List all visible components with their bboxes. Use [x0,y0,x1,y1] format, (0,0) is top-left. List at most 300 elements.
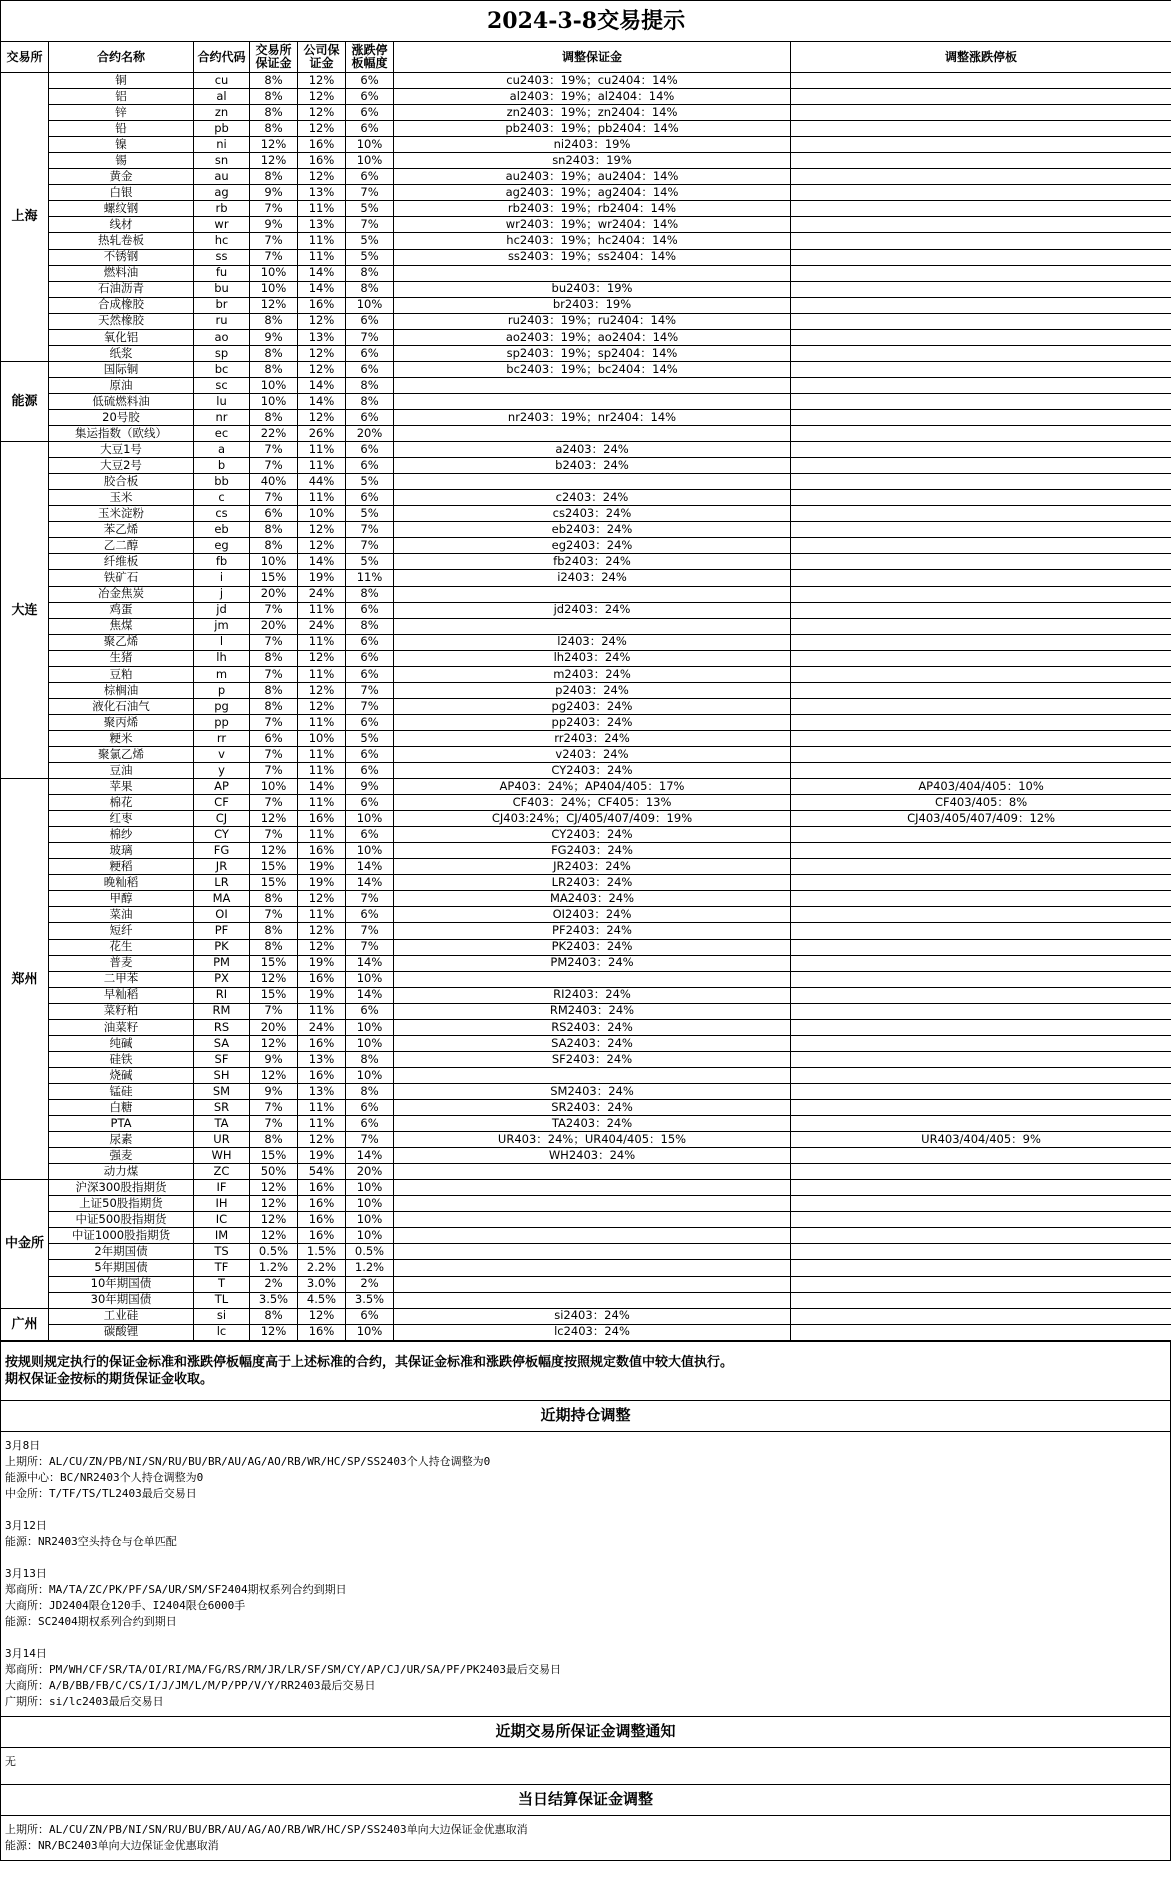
price-limit-cell: 10% [346,1180,394,1196]
contract-name-cell: 原油 [49,377,194,393]
exchange-margin-cell: 8% [250,361,298,377]
adjust-limit-cell [791,73,1171,89]
exchange-margin-cell: 20% [250,586,298,602]
company-margin-cell: 12% [298,121,346,137]
price-limit-cell: 6% [346,763,394,779]
adjust-limit-cell [791,1100,1171,1116]
adjust-margin-cell: LR2403：24% [394,875,791,891]
adjust-limit-cell [791,474,1171,490]
contract-name-cell: 燃料油 [49,265,194,281]
adjust-margin-cell: PK2403：24% [394,939,791,955]
contract-name-cell: 铁矿石 [49,570,194,586]
position-line: 大商所：JD2404限仓120手、I2404限仓6000手 [5,1598,246,1612]
price-limit-cell: 6% [346,907,394,923]
price-limit-cell: 6% [346,409,394,425]
company-margin-cell: 12% [298,698,346,714]
contract-name-cell: 鸡蛋 [49,602,194,618]
contract-code-cell: si [194,1308,250,1324]
contract-row [1,923,1171,939]
company-margin-cell: 14% [298,393,346,409]
contract-row [1,843,1171,859]
contract-name-cell: PTA [49,1116,194,1132]
adjust-margin-cell [394,971,791,987]
adjust-margin-cell [394,1180,791,1196]
contract-code-cell: ZC [194,1164,250,1180]
exchange-margin-cell: 8% [250,1132,298,1148]
price-limit-cell: 6% [346,89,394,105]
company-margin-cell: 26% [298,426,346,442]
contract-row [1,650,1171,666]
contract-code-cell: wr [194,217,250,233]
price-limit-cell: 6% [346,1308,394,1324]
company-margin-cell: 16% [298,1228,346,1244]
company-margin-cell: 12% [298,682,346,698]
adjust-margin-cell: FG2403：24% [394,843,791,859]
adjust-limit-cell [791,714,1171,730]
adjust-margin-cell: fb2403：24% [394,554,791,570]
contract-row [1,1003,1171,1019]
contract-name-cell: 白糖 [49,1100,194,1116]
price-limit-cell: 6% [346,345,394,361]
position-line: 3月12日 [5,1518,47,1532]
contract-code-cell: y [194,763,250,779]
exchange-margin-cell: 8% [250,73,298,89]
contract-code-cell: pg [194,698,250,714]
contract-name-cell: 棉花 [49,795,194,811]
exchange-margin-cell: 15% [250,1148,298,1164]
contract-row [1,89,1171,105]
price-limit-cell: 10% [346,971,394,987]
contract-row [1,1100,1171,1116]
contract-row [1,329,1171,345]
contract-row [1,634,1171,650]
contract-code-cell: JR [194,859,250,875]
company-margin-cell: 11% [298,763,346,779]
company-margin-cell: 11% [298,666,346,682]
adjust-margin-cell: m2403：24% [394,666,791,682]
contract-row [1,522,1171,538]
adjust-margin-cell: zn2403：19%；zn2404：14% [394,105,791,121]
contract-code-cell: CJ [194,811,250,827]
contract-row [1,73,1171,89]
adjust-margin-cell: SF2403：24% [394,1051,791,1067]
exchange-margin-cell: 12% [250,811,298,827]
exchange-margin-cell: 7% [250,442,298,458]
adjust-margin-cell: eg2403：24% [394,538,791,554]
exchange-margin-cell: 6% [250,730,298,746]
adjust-limit-cell [791,1324,1171,1340]
contract-code-cell: m [194,666,250,682]
settlement-line: 能源：NR/BC2403单向大边保证金优惠取消 [5,1838,219,1852]
contract-name-cell: 短纤 [49,923,194,939]
adjust-margin-cell: SA2403：24% [394,1035,791,1051]
price-limit-cell: 6% [346,666,394,682]
contract-name-cell: 大豆2号 [49,458,194,474]
adjust-margin-cell: br2403：19% [394,297,791,313]
contract-name-cell: 胶合板 [49,474,194,490]
adjust-limit-cell [791,1148,1171,1164]
company-margin-cell: 19% [298,987,346,1003]
exchange-margin-cell: 10% [250,779,298,795]
company-margin-cell: 11% [298,746,346,762]
adjust-margin-cell: RM2403：24% [394,1003,791,1019]
price-limit-cell: 10% [346,1067,394,1083]
contract-code-cell: TS [194,1244,250,1260]
contract-row [1,137,1171,153]
contract-row [1,1019,1171,1035]
contract-name-cell: 聚丙烯 [49,714,194,730]
adjust-margin-cell: UR403：24%；UR404/405：15% [394,1132,791,1148]
adjust-limit-cell [791,1164,1171,1180]
exchange-margin-cell: 1.2% [250,1260,298,1276]
contract-code-cell: MA [194,891,250,907]
contract-row [1,377,1171,393]
company-margin-cell: 19% [298,875,346,891]
contract-code-cell: p [194,682,250,698]
adjust-limit-cell [791,121,1171,137]
position-line: 郑商所：MA/TA/ZC/PK/PF/SA/UR/SM/SF2404期权系列合约到期日 [5,1582,347,1596]
contract-name-cell: 晚籼稻 [49,875,194,891]
adjust-limit-cell [791,1083,1171,1099]
contract-row [1,1083,1171,1099]
position-line: 广期所：si/lc2403最后交易日 [5,1694,164,1708]
adjust-limit-cell [791,1196,1171,1212]
price-limit-cell: 10% [346,1324,394,1340]
contract-row [1,891,1171,907]
exchange-margin-cell: 2% [250,1276,298,1292]
exchange-margin-cell: 8% [250,939,298,955]
contract-code-cell: ec [194,426,250,442]
adjust-limit-cell [791,377,1171,393]
exchange-margin-cell: 15% [250,987,298,1003]
adjust-margin-cell [394,1196,791,1212]
company-margin-cell: 10% [298,506,346,522]
exchange-name: 上海 [1,73,49,362]
adjust-limit-cell [791,1260,1171,1276]
adjust-margin-cell [394,1228,791,1244]
exchange-margin-cell: 8% [250,522,298,538]
adjust-margin-cell: TA2403：24% [394,1116,791,1132]
contract-row [1,185,1171,201]
adjust-margin-cell: c2403：24% [394,490,791,506]
price-limit-cell: 6% [346,105,394,121]
company-margin-cell: 11% [298,1100,346,1116]
contract-code-cell: sp [194,345,250,361]
contract-row [1,474,1171,490]
contract-code-cell: RS [194,1019,250,1035]
contract-code-cell: PK [194,939,250,955]
contract-name-cell: 生猪 [49,650,194,666]
price-limit-cell: 6% [346,746,394,762]
adjust-limit-cell [791,409,1171,425]
contract-code-cell: ao [194,329,250,345]
company-margin-cell: 3.0% [298,1276,346,1292]
company-margin-cell: 16% [298,1212,346,1228]
company-margin-cell: 14% [298,265,346,281]
contract-code-cell: IH [194,1196,250,1212]
contract-code-cell: zn [194,105,250,121]
adjust-limit-cell [791,1212,1171,1228]
adjust-margin-cell: b2403：24% [394,458,791,474]
exchange-margin-cell: 8% [250,698,298,714]
exchange-margin-cell: 8% [250,1308,298,1324]
contract-name-cell: 线材 [49,217,194,233]
contract-row [1,169,1171,185]
adjust-limit-cell [791,1116,1171,1132]
contract-code-cell: OI [194,907,250,923]
contract-name-cell: 普麦 [49,955,194,971]
adjust-limit-cell [791,971,1171,987]
price-limit-cell: 8% [346,377,394,393]
contract-name-cell: 棕榈油 [49,682,194,698]
price-limit-cell: 8% [346,618,394,634]
company-margin-cell: 11% [298,490,346,506]
adjust-margin-cell [394,1292,791,1308]
position-line: 上期所：AL/CU/ZN/PB/NI/SN/RU/BU/BR/AU/AG/AO/RB/WR/HC/SP/SS2403个人持仓调整为0 [5,1454,491,1468]
adjust-margin-cell: al2403：19%；al2404：14% [394,89,791,105]
contract-name-cell: 20号胶 [49,409,194,425]
contract-row [1,217,1171,233]
price-limit-cell: 8% [346,586,394,602]
contract-code-cell: ni [194,137,250,153]
contract-code-cell: TL [194,1292,250,1308]
col-header-limit: 涨跌停板幅度 [346,42,394,73]
adjust-limit-cell [791,955,1171,971]
contract-code-cell: pp [194,714,250,730]
adjust-margin-cell: hc2403：19%；hc2404：14% [394,233,791,249]
contract-row [1,458,1171,474]
price-limit-cell: 8% [346,393,394,409]
company-margin-cell: 11% [298,442,346,458]
contract-row [1,1324,1171,1340]
price-limit-cell: 6% [346,602,394,618]
position-line: 中金所：T/TF/TS/TL2403最后交易日 [5,1486,197,1500]
position-adjust-block [1,1431,1171,1716]
company-margin-cell: 24% [298,586,346,602]
contract-code-cell: bu [194,281,250,297]
adjust-margin-cell: RS2403：24% [394,1019,791,1035]
contract-row [1,153,1171,169]
adjust-margin-cell [394,474,791,490]
adjust-limit-cell [791,185,1171,201]
adjust-limit-cell: CF403/405：8% [791,795,1171,811]
exchange-name: 中金所 [1,1180,49,1308]
col-header-adjust-limit: 调整涨跌停板 [791,42,1171,73]
price-limit-cell: 7% [346,923,394,939]
contract-code-cell: UR [194,1132,250,1148]
exchange-margin-cell: 40% [250,474,298,490]
adjust-margin-cell [394,265,791,281]
exchange-margin-cell: 10% [250,265,298,281]
contract-name-cell: 纸浆 [49,345,194,361]
contract-name-cell: 苯乙烯 [49,522,194,538]
company-margin-cell: 12% [298,538,346,554]
contract-row [1,602,1171,618]
contract-code-cell: cu [194,73,250,89]
price-limit-cell: 6% [346,490,394,506]
adjust-margin-cell: cu2403：19%；cu2404：14% [394,73,791,89]
price-limit-cell: 10% [346,1212,394,1228]
contract-name-cell: 豆粕 [49,666,194,682]
adjust-margin-cell: JR2403：24% [394,859,791,875]
adjust-limit-cell [791,105,1171,121]
price-limit-cell: 7% [346,522,394,538]
price-limit-cell: 6% [346,73,394,89]
company-margin-cell: 11% [298,458,346,474]
adjust-margin-cell: ni2403：19% [394,137,791,153]
contract-name-cell: 铜 [49,73,194,89]
exchange-margin-cell: 15% [250,955,298,971]
contract-code-cell: SH [194,1067,250,1083]
company-margin-cell: 16% [298,1180,346,1196]
price-limit-cell: 7% [346,217,394,233]
exchange-margin-cell: 12% [250,1180,298,1196]
price-limit-cell: 5% [346,506,394,522]
exchange-margin-cell: 12% [250,971,298,987]
adjust-limit-cell [791,265,1171,281]
contract-row [1,201,1171,217]
exchange-margin-cell: 7% [250,602,298,618]
contract-name-cell: 大豆1号 [49,442,194,458]
contract-name-cell: 聚乙烯 [49,634,194,650]
adjust-margin-cell: SM2403：24% [394,1083,791,1099]
company-margin-cell: 16% [298,137,346,153]
contract-code-cell: lh [194,650,250,666]
adjust-limit-cell [791,907,1171,923]
company-margin-cell: 11% [298,714,346,730]
adjust-limit-cell [791,297,1171,313]
contract-name-cell: 棉纱 [49,827,194,843]
adjust-margin-cell: CY2403：24% [394,763,791,779]
price-limit-cell: 7% [346,682,394,698]
company-margin-cell: 12% [298,89,346,105]
contract-row [1,730,1171,746]
contract-name-cell: 合成橡胶 [49,297,194,313]
company-margin-cell: 12% [298,939,346,955]
contract-code-cell: rr [194,730,250,746]
contract-row [1,859,1171,875]
company-margin-cell: 11% [298,907,346,923]
settlement-line: 上期所：AL/CU/ZN/PB/NI/SN/RU/BU/BR/AU/AG/AO/RB/WR/HC/SP/SS2403单向大边保证金优惠取消 [5,1822,528,1836]
exchange-margin-cell: 8% [250,169,298,185]
contract-code-cell: jd [194,602,250,618]
adjust-limit-cell [791,329,1171,345]
contract-name-cell: 菜籽粕 [49,1003,194,1019]
position-line: 3月8日 [5,1438,41,1452]
adjust-limit-cell: CJ403/405/407/409：12% [791,811,1171,827]
company-margin-cell: 19% [298,859,346,875]
adjust-margin-cell: CY2403：24% [394,827,791,843]
price-limit-cell: 20% [346,426,394,442]
adjust-margin-cell [394,1260,791,1276]
contract-code-cell: PX [194,971,250,987]
contract-code-cell: cs [194,506,250,522]
exchange-margin-cell: 9% [250,217,298,233]
adjust-margin-cell: a2403：24% [394,442,791,458]
col-header-adjust-margin: 调整保证金 [394,42,791,73]
company-margin-cell: 12% [298,1308,346,1324]
contract-row [1,233,1171,249]
adjust-limit-cell [791,201,1171,217]
contract-name-cell: 国际铜 [49,361,194,377]
exchange-margin-cell: 7% [250,458,298,474]
contract-code-cell: lc [194,1324,250,1340]
contract-name-cell: 工业硅 [49,1308,194,1324]
price-limit-cell: 8% [346,281,394,297]
company-margin-cell: 11% [298,249,346,265]
adjust-limit-cell [791,458,1171,474]
contract-name-cell: 二甲苯 [49,971,194,987]
contract-code-cell: j [194,586,250,602]
company-margin-cell: 12% [298,650,346,666]
company-margin-cell: 24% [298,618,346,634]
exchange-margin-cell: 10% [250,393,298,409]
price-limit-cell: 9% [346,779,394,795]
company-margin-cell: 44% [298,474,346,490]
adjust-limit-cell [791,730,1171,746]
contract-name-cell: 玻璃 [49,843,194,859]
contract-code-cell: LR [194,875,250,891]
exchange-margin-cell: 15% [250,875,298,891]
adjust-limit-cell [791,345,1171,361]
exchange-notice-text: 无 [5,1754,16,1768]
exchange-margin-cell: 12% [250,843,298,859]
contract-row [1,1260,1171,1276]
price-limit-cell: 6% [346,121,394,137]
exchange-margin-cell: 9% [250,329,298,345]
contract-name-cell: 锡 [49,153,194,169]
exchange-margin-cell: 8% [250,345,298,361]
adjust-limit-cell [791,153,1171,169]
adjust-margin-cell: rb2403：19%；rb2404：14% [394,201,791,217]
position-line: 能源：NR2403空头持仓与仓单匹配 [5,1534,177,1548]
col-header-exchange-margin: 交易所保证金 [250,42,298,73]
adjust-margin-cell: nr2403：19%；nr2404：14% [394,409,791,425]
company-margin-cell: 11% [298,1116,346,1132]
exchange-margin-cell: 50% [250,1164,298,1180]
price-limit-cell: 0.5% [346,1244,394,1260]
adjust-limit-cell [791,827,1171,843]
price-limit-cell: 10% [346,137,394,153]
contract-name-cell: 10年期国债 [49,1276,194,1292]
adjust-limit-cell [791,891,1171,907]
adjust-margin-cell: lc2403：24% [394,1324,791,1340]
contract-row [1,763,1171,779]
contract-row [1,955,1171,971]
contract-name-cell: 螺纹钢 [49,201,194,217]
adjust-limit-cell [791,426,1171,442]
exchange-margin-cell: 7% [250,634,298,650]
rule-note [1,1341,1171,1400]
contract-name-cell: 纯碱 [49,1035,194,1051]
contract-row [1,442,1171,458]
contract-name-cell: 低硫燃料油 [49,393,194,409]
rule-note-line-1: 按规则规定执行的保证金标准和涨跌停板幅度高于上述标准的合约，其保证金标准和涨跌停板幅度按照规定数值中较大值执行。 [5,1354,734,1370]
contract-row [1,1292,1171,1308]
contract-row [1,506,1171,522]
company-margin-cell: 11% [298,634,346,650]
adjust-margin-cell: sn2403：19% [394,153,791,169]
company-margin-cell: 12% [298,923,346,939]
price-limit-cell: 14% [346,859,394,875]
adjust-margin-cell: wr2403：19%；wr2404：14% [394,217,791,233]
contract-code-cell: au [194,169,250,185]
contract-code-cell: PF [194,923,250,939]
exchange-margin-cell: 7% [250,249,298,265]
position-line: 大商所：A/B/BB/FB/C/CS/I/J/JM/L/M/P/PP/V/Y/RR2403最后交易日 [5,1678,376,1692]
adjust-margin-cell [394,1164,791,1180]
contract-code-cell: c [194,490,250,506]
